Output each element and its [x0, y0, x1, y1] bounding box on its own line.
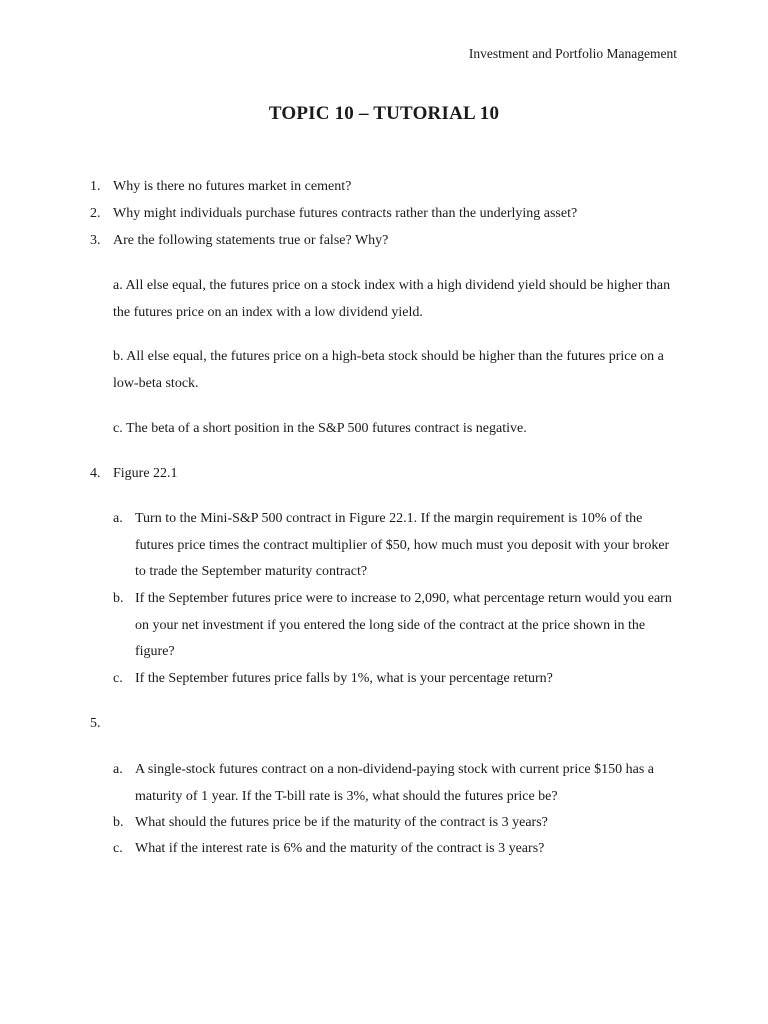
sub-question-letter: c. — [113, 671, 123, 686]
question-text: Figure 22.1 — [113, 466, 178, 481]
sub-question-letter: b. — [113, 815, 124, 830]
question-number: 3. — [90, 233, 101, 248]
sub-question-letter: a. — [113, 511, 123, 526]
statement-c: c. The beta of a short position in the S&P 500 futures contract is negative. — [113, 421, 527, 436]
question-number: 5. — [90, 716, 101, 731]
sub-question-letter: a. — [113, 762, 123, 777]
sub-question-letter: c. — [113, 841, 123, 856]
sub-question-text: What if the interest rate is 6% and the maturity of the contract is 3 years? — [135, 841, 545, 856]
statement-a: a. All else equal, the futures price on a stock index with a high dividend yield should be higher than the futures price on an index with a low dividend yield. — [113, 278, 671, 320]
question-text: Why is there no futures market in cement? — [113, 179, 352, 194]
question-number: 4. — [90, 466, 101, 481]
sub-question-letter: b. — [113, 591, 124, 606]
sub-question-text: Turn to the Mini-S&P 500 contract in Figure 22.1. If the margin requirement is 10% of the futures price times the contract multiplier of $50, how much must you deposit with your broker to trade the September maturity contract? — [135, 511, 670, 579]
sub-question-text: If the September futures price were to increase to 2,090, what percentage return would you earn on your net investment if you entered the long side of the contract at the price shown in the figure? — [135, 591, 672, 659]
sub-question-text: A single-stock futures contract on a non-dividend-paying stock with current price $150 has a maturity of 1 year. If the T-bill rate is 3%, what should the futures price be? — [135, 762, 655, 804]
statement-b: b. All else equal, the futures price on a high-beta stock should be higher than the futures price on a low-beta stock. — [113, 349, 664, 391]
running-header: Investment and Portfolio Management — [468, 46, 677, 61]
question-text: Are the following statements true or false? Why? — [113, 233, 389, 248]
page-title: TOPIC 10 – TUTORIAL 10 — [268, 103, 500, 124]
sub-question-text: What should the futures price be if the maturity of the contract is 3 years? — [135, 815, 548, 830]
question-number: 2. — [90, 206, 101, 221]
sub-question-text: If the September futures price falls by 1%, what is your percentage return? — [135, 671, 553, 686]
question-text: Why might individuals purchase futures contracts rather than the underlying asset? — [113, 206, 578, 221]
question-number: 1. — [90, 179, 101, 194]
